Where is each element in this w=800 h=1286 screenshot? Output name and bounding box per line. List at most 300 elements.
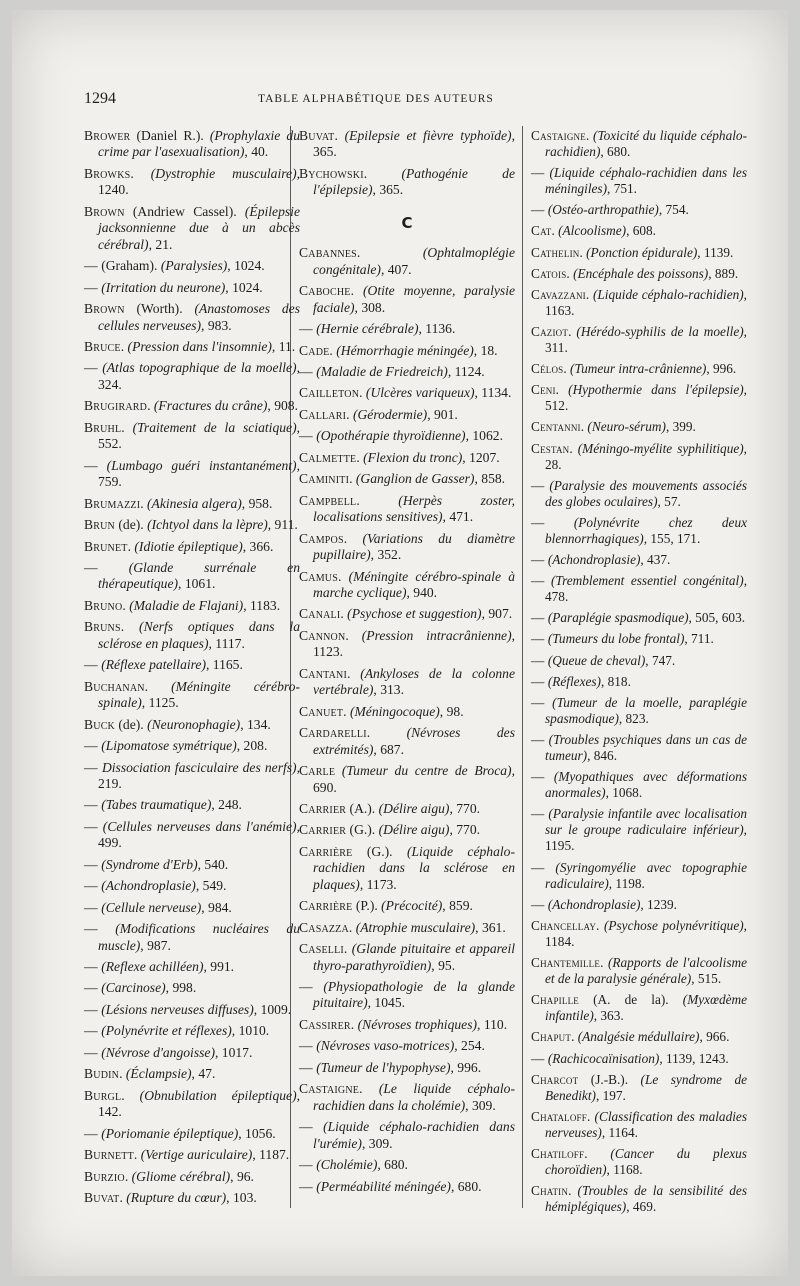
author-name: — bbox=[531, 477, 545, 493]
work-title: (Achondroplasie) bbox=[101, 878, 196, 894]
work-title: (Vertige auriculaire) bbox=[140, 1147, 253, 1163]
index-entry bbox=[84, 1066, 300, 1082]
work-title: (Liquide céphalo-rachidien dans la sclérose en plaques) bbox=[313, 843, 515, 892]
work-title: (Le liquide céphalo-rachidien dans la cholémie) bbox=[313, 1081, 515, 1113]
work-title: (Tabes traumatique) bbox=[101, 797, 212, 813]
index-entry bbox=[84, 517, 300, 533]
work-title: (Ankyloses de la colonne vertébrale) bbox=[313, 665, 515, 698]
page-refs: , 984. bbox=[201, 899, 232, 915]
index-entry bbox=[299, 979, 515, 1012]
index-entry bbox=[299, 822, 515, 838]
page-refs: , 365. bbox=[372, 182, 404, 198]
index-entry bbox=[531, 1109, 747, 1141]
index-entry bbox=[299, 1038, 515, 1054]
author-detail bbox=[98, 921, 115, 936]
page-refs: , 540. bbox=[197, 856, 229, 872]
author-detail: . bbox=[329, 342, 337, 358]
work-title: (Maladie de Friedreich) bbox=[316, 363, 448, 379]
page-refs: , 996. bbox=[706, 361, 737, 377]
author-detail: (G.). bbox=[352, 843, 407, 859]
author-detail: . bbox=[133, 1147, 141, 1163]
work-title: (Traitement de la sciatique) bbox=[132, 419, 297, 435]
index-entry bbox=[531, 223, 747, 239]
author-name: — bbox=[84, 1125, 98, 1141]
work-title: (Liquide céphalo-rachidien) bbox=[592, 286, 744, 302]
index-entry bbox=[84, 900, 300, 916]
author-name: Cannon bbox=[299, 627, 346, 643]
page-refs: , 1207. bbox=[462, 449, 500, 465]
index-entry bbox=[84, 1002, 300, 1018]
author-detail: . bbox=[346, 406, 353, 422]
author-detail bbox=[98, 458, 107, 473]
page-refs: , 155, 171. bbox=[643, 530, 701, 546]
page-refs: , 365. bbox=[313, 128, 515, 160]
author-detail: . bbox=[571, 1029, 578, 1045]
author-name: — bbox=[84, 797, 98, 813]
author-name: Burzio bbox=[84, 1168, 125, 1184]
author-name: — bbox=[531, 806, 545, 822]
work-title: (Toxicité du liquide céphalo-rachidien) bbox=[545, 128, 747, 160]
author-name: — bbox=[531, 652, 545, 668]
author-detail: . bbox=[569, 440, 578, 456]
work-title: (Hypothermie dans l'épilepsie) bbox=[568, 382, 744, 398]
work-title: (Atrophie musculaire) bbox=[355, 919, 476, 935]
author-name: Burgl bbox=[84, 1087, 122, 1103]
column-rule bbox=[522, 126, 523, 1208]
author-name: Cestan bbox=[531, 440, 570, 456]
author-detail: . bbox=[356, 245, 423, 261]
author-detail: . bbox=[130, 165, 151, 181]
index-entry bbox=[531, 202, 747, 218]
page-refs: , 471. bbox=[442, 509, 474, 525]
author-name: Brown bbox=[84, 203, 125, 219]
author-name: — bbox=[84, 1023, 98, 1039]
page-refs: , 95. bbox=[431, 957, 456, 973]
index-entry bbox=[531, 419, 747, 435]
author-name: Brown bbox=[84, 301, 125, 317]
page-refs: , 987. bbox=[140, 937, 171, 953]
page-refs: , 1165. bbox=[206, 657, 243, 673]
work-title: (Modifications nucléaires du muscle) bbox=[98, 921, 300, 953]
author-name: — bbox=[84, 258, 98, 274]
work-title: (Tremblement essentiel congénital) bbox=[551, 573, 744, 589]
work-title: (Polynévrite et réflexes) bbox=[101, 1023, 232, 1039]
work-title: (Analgésie médullaire) bbox=[577, 1029, 700, 1045]
work-title: Dissociation fasciculaire des nerfs) bbox=[101, 759, 297, 775]
author-detail bbox=[98, 560, 129, 575]
author-name: Chatin bbox=[531, 1183, 569, 1199]
index-entry bbox=[299, 283, 515, 316]
author-detail: (Daniel R.). bbox=[130, 128, 210, 143]
work-title: (Syndrome d'Erb) bbox=[101, 856, 198, 872]
author-detail: . bbox=[366, 725, 407, 741]
author-name: — bbox=[299, 979, 313, 995]
work-title: (Hérédo-syphilis de la moelle) bbox=[576, 323, 744, 339]
author-name: Bruno bbox=[84, 597, 123, 613]
author-detail: . bbox=[600, 955, 608, 971]
page-refs: , 901. bbox=[427, 406, 458, 422]
work-title: (Pression dans l'insomnie) bbox=[127, 338, 272, 354]
author-name: — bbox=[531, 631, 545, 647]
page-refs: , 770. bbox=[449, 822, 481, 838]
author-detail: (Andriew Cassel). bbox=[124, 203, 245, 219]
page-refs: , 208. bbox=[236, 738, 268, 754]
index-entry bbox=[299, 493, 515, 526]
author-detail: . bbox=[121, 419, 133, 435]
page-refs: , 1010. bbox=[231, 1023, 270, 1039]
work-title: (Ponction épidurale) bbox=[586, 244, 698, 260]
author-name: Castaigne bbox=[531, 128, 586, 143]
index-entry bbox=[299, 666, 515, 699]
page-refs: , 1195. bbox=[545, 822, 747, 854]
page-number: 1294 bbox=[84, 90, 116, 107]
index-entry bbox=[299, 1081, 515, 1114]
author-detail: . bbox=[124, 1168, 132, 1184]
page-refs: , 1125. bbox=[141, 695, 179, 711]
author-name: — bbox=[531, 896, 545, 912]
index-entry bbox=[299, 471, 515, 487]
page-refs: , 1068. bbox=[605, 785, 643, 801]
page-refs: , 512. bbox=[545, 382, 747, 414]
page-refs: , 751. bbox=[607, 181, 637, 197]
work-title: (Neuronophagie) bbox=[147, 716, 241, 732]
page-refs: , 57. bbox=[657, 493, 681, 509]
page-refs: , 680. bbox=[600, 144, 631, 160]
author-detail: (J.-B.). bbox=[578, 1071, 641, 1087]
work-title: (Précocité) bbox=[381, 898, 443, 914]
page-refs: , 687. bbox=[373, 741, 404, 757]
page-refs: , 98. bbox=[439, 703, 464, 719]
work-title: (Encéphale des poissons) bbox=[573, 265, 709, 281]
index-entry bbox=[299, 801, 515, 817]
index-entry bbox=[299, 725, 515, 758]
author-name: Camus bbox=[299, 568, 338, 584]
work-title: (Liquide céphalo-rachidien dans les méningiles) bbox=[545, 165, 747, 197]
index-entry bbox=[84, 980, 300, 996]
work-title: (Paralysie infantile avec localisation sur le groupe radiculaire inférieur) bbox=[545, 806, 748, 838]
work-title: (Neuro-sérum) bbox=[587, 419, 666, 435]
work-title: (Glande surrénale en thérapeutique) bbox=[98, 559, 300, 592]
work-title: (Méningo-myélite syphilitique) bbox=[577, 440, 744, 456]
page-refs: , 1045. bbox=[367, 995, 406, 1011]
work-title: (Liquide céphalo-rachidien dans l'urémie) bbox=[313, 1119, 515, 1151]
author-name: Centanni bbox=[531, 419, 581, 435]
index-entry bbox=[299, 364, 515, 380]
author-name: Campos bbox=[299, 530, 344, 546]
index-entry bbox=[531, 361, 747, 377]
running-title: TABLE ALPHABÉTIQUE DES AUTEURS bbox=[258, 93, 494, 105]
page-refs: , 313. bbox=[373, 682, 404, 698]
work-title: (Classification des maladies nerveuses) bbox=[545, 1108, 747, 1140]
index-entry bbox=[84, 339, 300, 355]
work-title: (Alcoolisme) bbox=[558, 223, 627, 239]
work-title: (Psychose et suggestion) bbox=[347, 606, 482, 622]
author-name: — bbox=[84, 899, 98, 915]
index-entry bbox=[531, 918, 747, 950]
index-entry bbox=[531, 653, 747, 669]
author-detail: . bbox=[120, 619, 140, 635]
work-title: (Rupture du cœur) bbox=[126, 1190, 227, 1206]
work-title: (Ostéo-arthropathie) bbox=[547, 202, 659, 218]
author-name: Ceni bbox=[531, 382, 556, 398]
page-refs: , 324. bbox=[98, 360, 300, 392]
work-title: (Ophtalmoplégie congénitale) bbox=[313, 245, 515, 277]
index-entry bbox=[299, 704, 515, 720]
page-refs: , 248. bbox=[211, 797, 242, 813]
work-title: (Névroses vaso-motrices) bbox=[316, 1038, 455, 1054]
author-detail: . bbox=[347, 665, 361, 681]
page-refs: , 1009. bbox=[253, 1001, 292, 1017]
author-name: Chatiloff bbox=[531, 1145, 585, 1161]
author-name: Cade bbox=[299, 342, 330, 358]
page-refs: , 28. bbox=[545, 440, 747, 472]
index-entry bbox=[531, 515, 747, 547]
work-title: (Tumeur du centre de Broca) bbox=[341, 763, 512, 779]
author-name: Cabannes bbox=[299, 245, 357, 261]
work-title: (Cellules nerveuses dans l'anémie) bbox=[102, 818, 297, 834]
author-detail: (A. de la). bbox=[578, 992, 683, 1008]
author-detail: . bbox=[585, 286, 593, 302]
page-refs: , 1239. bbox=[640, 896, 677, 912]
index-entry bbox=[299, 1179, 515, 1195]
work-title: (Gérodermie) bbox=[352, 406, 428, 422]
index-entry bbox=[84, 258, 300, 274]
index-entry bbox=[299, 1157, 515, 1173]
work-title: (Atlas topographique de la moelle) bbox=[102, 360, 297, 376]
author-name: Browks bbox=[84, 165, 131, 181]
author-detail bbox=[335, 763, 342, 778]
author-detail bbox=[545, 860, 556, 875]
index-entry bbox=[531, 128, 747, 160]
index-entry bbox=[531, 324, 747, 356]
page-refs: , 407. bbox=[380, 261, 412, 277]
index-entry bbox=[299, 941, 515, 974]
work-title: (Réflexe patellaire) bbox=[101, 657, 206, 673]
page-refs: , 399. bbox=[665, 419, 696, 435]
author-name: Chapille bbox=[531, 992, 579, 1008]
author-detail: . bbox=[568, 323, 577, 339]
author-detail bbox=[313, 1119, 323, 1134]
author-name: Cat bbox=[531, 223, 552, 239]
work-title: (Paralysie des mouvements associés des globes oculaires) bbox=[545, 477, 747, 509]
page-refs: , 308. bbox=[354, 299, 386, 315]
page-refs: , 859. bbox=[442, 898, 473, 914]
author-name: Catois bbox=[531, 265, 567, 281]
work-title: (Épilepsie jacksonnienne due à un abcès cérébral) bbox=[98, 203, 300, 252]
work-title: (Méningocoque) bbox=[349, 703, 440, 719]
work-title: (Pression intracrânienne) bbox=[361, 627, 512, 643]
index-entry bbox=[299, 343, 515, 359]
page-refs: , 499. bbox=[98, 818, 300, 851]
page-refs: , 998. bbox=[165, 980, 197, 996]
author-name: — bbox=[531, 1050, 545, 1066]
page-refs: , 940. bbox=[406, 584, 438, 600]
page-refs: , 309. bbox=[361, 1135, 393, 1151]
index-entry bbox=[531, 382, 747, 414]
page-refs: , 311. bbox=[545, 323, 747, 356]
page-refs: , 18. bbox=[473, 342, 498, 358]
work-title: (Poriomanie épileptique) bbox=[101, 1125, 239, 1141]
author-detail: (P.). bbox=[352, 898, 382, 914]
work-title: (Psychose polynévritique) bbox=[603, 917, 744, 933]
index-entry bbox=[531, 955, 747, 987]
author-name: Chataloff bbox=[531, 1108, 587, 1124]
author-detail: . bbox=[343, 530, 363, 546]
author-name: — bbox=[531, 673, 545, 689]
author-name: — bbox=[299, 1059, 313, 1075]
author-name: Carrière bbox=[299, 898, 353, 914]
page-refs: , 505, 603. bbox=[688, 610, 746, 626]
author-name: Callari bbox=[299, 406, 347, 422]
work-title: (Reflexe achilléen) bbox=[101, 959, 204, 975]
page-refs: , 309. bbox=[465, 1097, 496, 1113]
author-name: — bbox=[299, 428, 313, 444]
work-title: (Rachicocaïnisation) bbox=[547, 1050, 660, 1066]
index-entry bbox=[84, 1190, 300, 1206]
page-refs: , 759. bbox=[98, 457, 300, 490]
work-title: (Lumbago guéri instantanément) bbox=[106, 457, 297, 473]
author-name: — bbox=[531, 514, 545, 530]
index-entry bbox=[299, 628, 515, 661]
author-name: Caziot bbox=[531, 323, 569, 339]
work-title: (Névroses trophiques) bbox=[357, 1016, 478, 1032]
author-name: Casazza bbox=[299, 919, 349, 935]
author-name: Chancellay bbox=[531, 917, 597, 933]
page-refs: , 478. bbox=[545, 573, 748, 605]
page-refs: , 770. bbox=[449, 800, 481, 816]
page-refs: , 366. bbox=[242, 538, 274, 554]
index-column-2 bbox=[299, 128, 515, 1195]
page-refs: , 690. bbox=[313, 763, 515, 795]
author-name: Cavazzani bbox=[531, 286, 586, 302]
author-name: Caselli bbox=[299, 941, 344, 957]
work-title: (Achondroplasie) bbox=[547, 896, 641, 912]
index-entry bbox=[531, 897, 747, 913]
page-refs: , 958. bbox=[241, 495, 273, 511]
index-entry bbox=[299, 407, 515, 423]
author-name: Brugirard bbox=[84, 398, 148, 414]
page-header bbox=[0, 90, 800, 114]
author-name: — bbox=[84, 856, 98, 872]
index-entry bbox=[299, 385, 515, 401]
author-detail: . bbox=[551, 223, 559, 239]
index-entry bbox=[531, 631, 747, 647]
author-detail: (Worth). bbox=[124, 301, 195, 317]
work-title: (Irritation du neurone) bbox=[101, 279, 226, 295]
author-detail: . bbox=[144, 678, 172, 694]
author-name: — bbox=[84, 980, 98, 996]
author-name: Carrier bbox=[299, 800, 347, 816]
author-name: — bbox=[84, 759, 98, 775]
work-title: (Tumeurs du lobe frontal) bbox=[547, 631, 685, 647]
index-entry bbox=[84, 1045, 300, 1061]
section-letter: C bbox=[401, 213, 413, 232]
work-title: (Troubles psychiques dans un cas de tumeur) bbox=[545, 731, 747, 763]
author-detail: (G.). bbox=[346, 822, 379, 838]
work-title: (Polynévrite chez deux blennorrhagiques) bbox=[545, 514, 747, 546]
author-name: Bruce bbox=[84, 338, 121, 354]
page-refs: , 996. bbox=[450, 1059, 482, 1075]
page-refs: , 1024. bbox=[227, 258, 265, 274]
page-refs: , 680. bbox=[377, 1157, 408, 1173]
author-name: Canuet bbox=[299, 703, 344, 719]
author-name: — bbox=[299, 1178, 313, 1194]
author-detail: . bbox=[580, 419, 588, 435]
page-refs: , 1139. bbox=[697, 244, 734, 260]
page-refs: , 818. bbox=[600, 673, 631, 689]
author-name: Calmette bbox=[299, 449, 357, 465]
index-entry bbox=[531, 165, 747, 197]
author-name: — bbox=[531, 694, 545, 710]
author-detail: . bbox=[356, 449, 364, 465]
author-name: — bbox=[84, 1044, 98, 1060]
index-entry bbox=[84, 204, 300, 253]
work-title: (Cancer du plexus choroïdien) bbox=[545, 1145, 747, 1178]
work-title: (Lipomatose symétrique) bbox=[101, 738, 237, 754]
author-name: Cassirer bbox=[299, 1016, 351, 1032]
author-name: — bbox=[299, 363, 313, 379]
author-name: Cailleton bbox=[299, 385, 360, 401]
page-refs: , 1124. bbox=[447, 363, 485, 379]
author-name: — bbox=[299, 1119, 313, 1135]
work-title: (Otite moyenne, paralysie faciale) bbox=[313, 283, 516, 315]
author-name: Buck bbox=[84, 716, 115, 732]
work-title: (Cholémie) bbox=[316, 1157, 378, 1173]
author-detail: . bbox=[334, 128, 345, 143]
work-title: (Physiopathologie de la glande pituitaire) bbox=[313, 979, 515, 1011]
author-name: Caboche bbox=[299, 283, 351, 299]
page-refs: , 1183. bbox=[243, 597, 281, 613]
author-name: Carle bbox=[299, 763, 336, 779]
author-detail: . bbox=[345, 627, 362, 643]
author-name: — bbox=[84, 959, 98, 975]
page-refs: , 680. bbox=[450, 1178, 482, 1194]
author-detail: . bbox=[566, 265, 574, 281]
index-entry bbox=[84, 539, 300, 555]
author-detail bbox=[545, 769, 554, 784]
author-name: Bychowski bbox=[299, 165, 364, 181]
author-name: — bbox=[84, 738, 98, 754]
work-title: (Perméabilité méningée) bbox=[316, 1178, 451, 1194]
author-name: Chaput bbox=[531, 1029, 572, 1045]
page-refs: , 1062. bbox=[465, 428, 503, 444]
work-title: (Éclampsie) bbox=[125, 1066, 192, 1082]
author-detail: . bbox=[350, 1016, 358, 1032]
page-refs: , 1056. bbox=[238, 1125, 276, 1141]
page-refs: , 219. bbox=[98, 759, 300, 791]
page-refs: , 1187. bbox=[252, 1147, 290, 1163]
index-entry bbox=[531, 441, 747, 473]
work-title: (Maladie de Flajani) bbox=[129, 597, 244, 613]
index-entry bbox=[84, 1169, 300, 1185]
author-name: Buvat bbox=[299, 128, 335, 143]
work-title: (Myxœdème infantile) bbox=[545, 992, 747, 1024]
work-title: (Le syndrome de Benedikt) bbox=[545, 1071, 747, 1103]
work-title: (Nerfs optiques dans la sclérose en plaques) bbox=[98, 619, 301, 651]
page-refs: , 1123. bbox=[313, 627, 515, 660]
page-refs: , 103. bbox=[226, 1190, 257, 1206]
author-name: Carrière bbox=[299, 843, 353, 859]
author-name: — bbox=[84, 818, 98, 834]
work-title: (Epilepsie et fièvre typhoïde) bbox=[344, 128, 512, 143]
author-name: Cantani bbox=[299, 665, 347, 681]
work-title: (Troubles de la sensibilité des hémiplégiques) bbox=[545, 1183, 747, 1215]
page-refs: , 363. bbox=[593, 1008, 624, 1024]
author-detail: . bbox=[337, 568, 349, 584]
index-entry bbox=[299, 245, 515, 278]
author-detail: . bbox=[343, 941, 352, 957]
index-entry bbox=[84, 458, 300, 491]
